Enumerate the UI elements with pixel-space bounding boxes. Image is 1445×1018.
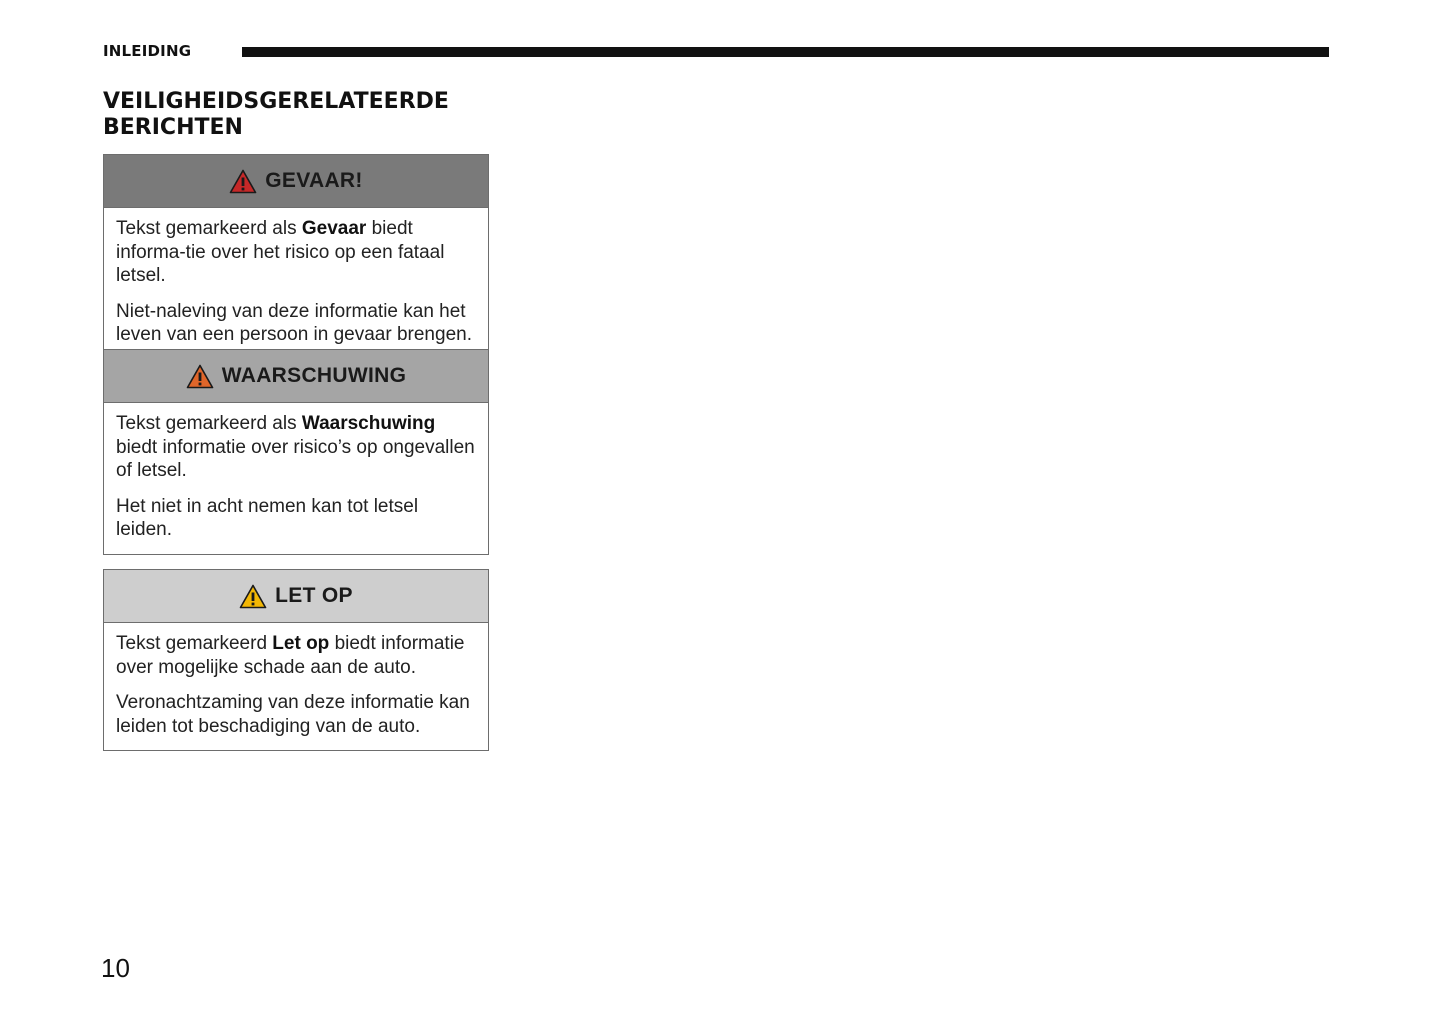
danger-notice-box <box>103 154 489 360</box>
danger-p1-emphasis: Gevaar <box>301 218 367 239</box>
caution-notice-body <box>104 623 488 750</box>
warning-triangle-icon <box>239 584 267 609</box>
warning-notice-header <box>104 350 488 403</box>
danger-notice-paragraph-2: Niet-naleving van deze informatie kan het leven van een persoon in gevaar brengen. <box>116 300 472 345</box>
warning-notice-paragraph-1 <box>116 412 476 483</box>
danger-p1-text-end: biedt informa-tie over het risico op een fataal letsel. <box>116 218 445 286</box>
caution-notice-header <box>104 570 488 623</box>
warning-p1-text: Tekst gemarkeerd als <box>116 413 302 434</box>
caution-p1-text: Tekst gemarkeerd <box>116 633 273 654</box>
page-heading <box>103 89 523 141</box>
warning-notice-title: WAARSCHUWING <box>221 364 407 387</box>
page-heading-line-1: VEILIGHEIDSGERELATEERDE <box>103 89 449 114</box>
warning-triangle-icon <box>229 169 257 194</box>
caution-notice-paragraph-2: Veronachtzaming van deze informatie kan leiden tot beschadiging van de auto. <box>116 692 470 737</box>
warning-p1-emphasis: Waarschuwing <box>301 413 436 434</box>
warning-notice-box <box>103 349 489 555</box>
caution-p1-emphasis: Let op <box>272 633 330 654</box>
page-heading-line-2: BERICHTEN <box>103 115 243 140</box>
caution-p1-text-end: biedt informatie over mogelijke schade aan de auto. <box>116 633 465 678</box>
danger-p1-text: Tekst gemarkeerd als <box>116 218 302 239</box>
danger-notice-header <box>104 155 488 208</box>
danger-notice-body <box>104 208 488 359</box>
warning-p1-text-end: biedt informatie over risico’s op ongevallen of letsel. <box>116 436 475 481</box>
header-rule <box>242 47 1329 57</box>
warning-notice-paragraph-2: Het niet in acht nemen kan tot letsel leiden. <box>116 495 419 540</box>
danger-notice-title: GEVAAR! <box>265 169 363 192</box>
warning-triangle-icon <box>186 364 214 389</box>
danger-notice-paragraph-1 <box>116 217 476 288</box>
caution-notice-box <box>103 569 489 751</box>
caution-notice-paragraph-1 <box>116 632 476 679</box>
caution-notice-title: LET OP <box>275 584 353 607</box>
page-number: 10 <box>101 953 130 983</box>
warning-notice-body <box>104 403 488 554</box>
section-label: INLEIDING <box>103 42 192 60</box>
